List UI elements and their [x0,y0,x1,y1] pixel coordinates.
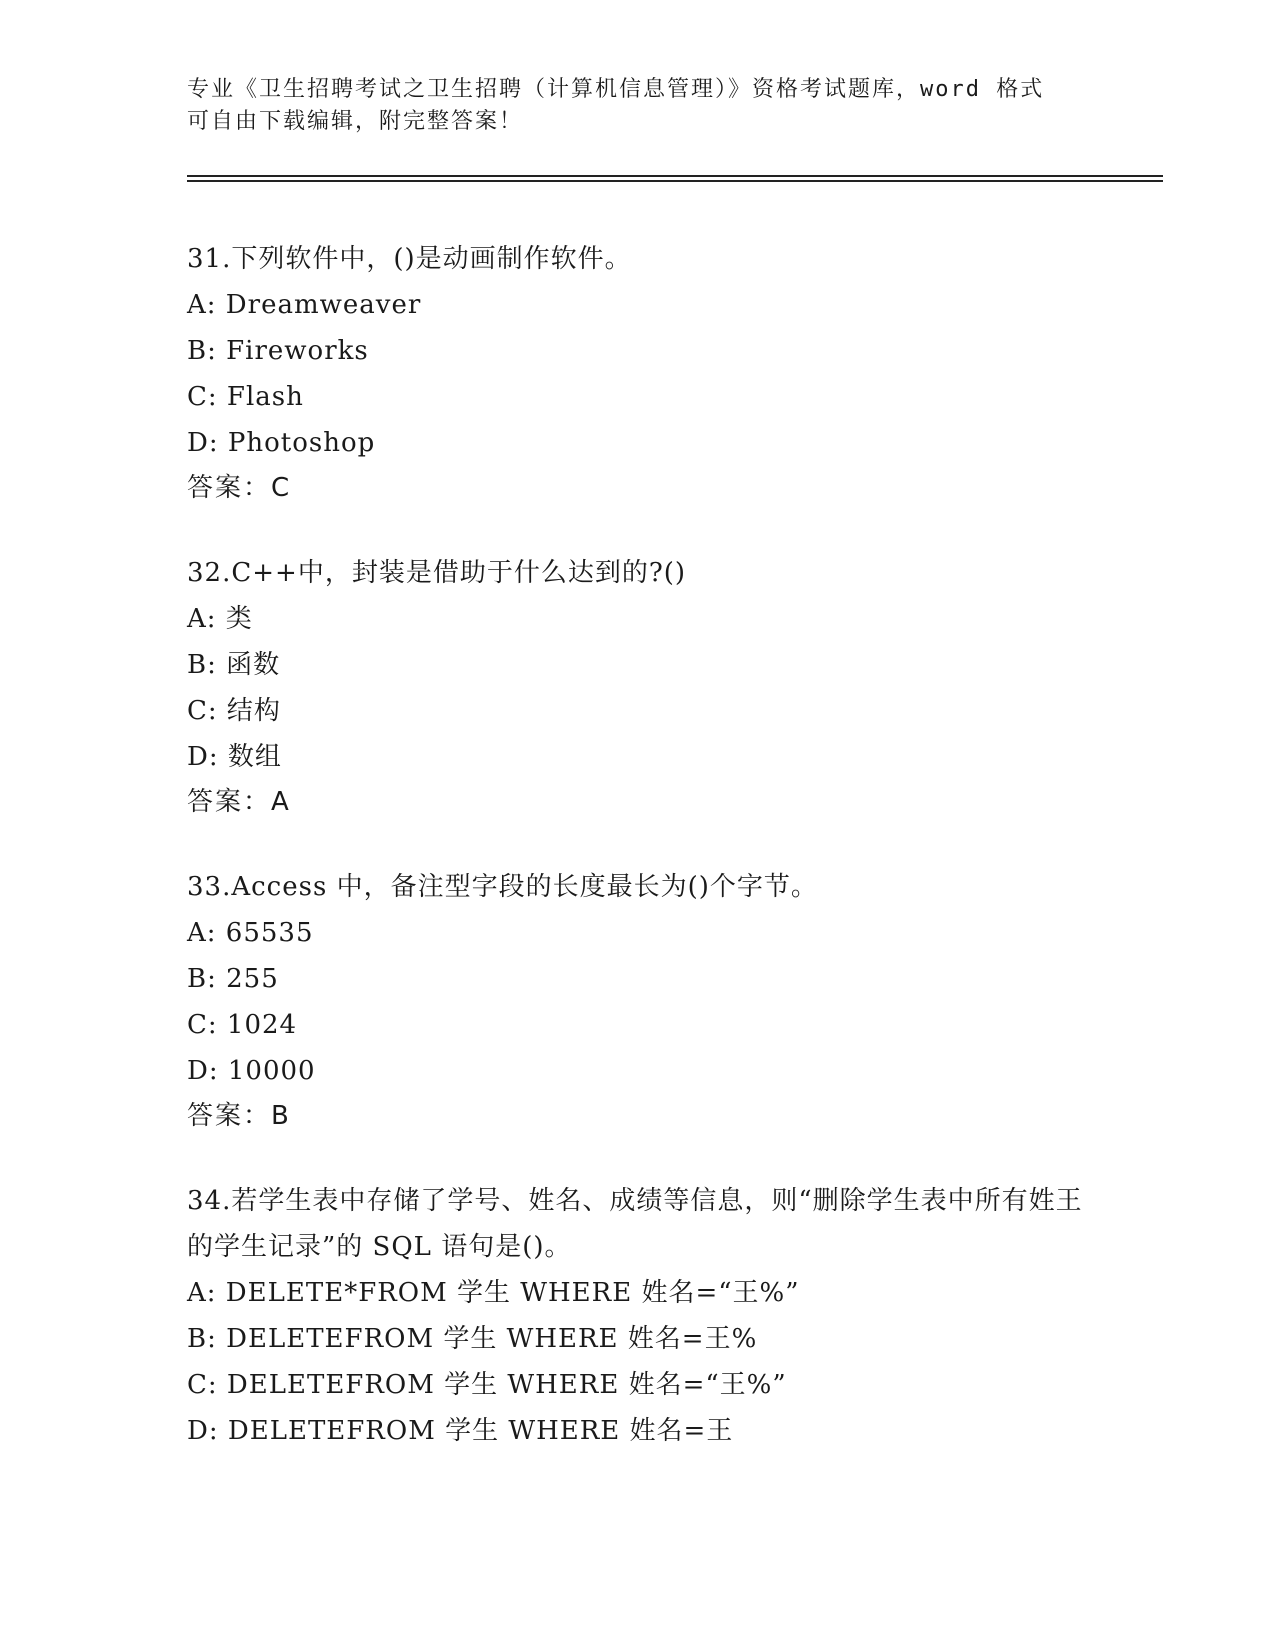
answer-label: 答案：C [187,473,292,503]
option-d: D: 数组 [187,742,282,772]
question-32 [187,550,1087,824]
question-text: 32.C++中，封装是借助于什么达到的?() [187,558,687,588]
option-d: D: Photoshop [187,428,376,458]
question-33 [187,864,1087,1138]
option-c: C: 结构 [187,696,281,726]
option-d: D: DELETEFROM 学生 WHERE 姓名=王 [187,1416,734,1446]
option-c: C: Flash [187,382,304,412]
option-a: A: 65535 [187,918,314,948]
header-line-2: 可自由下载编辑，附完整答案！ [187,109,524,134]
document-header [187,74,1087,138]
option-b: B: 函数 [187,650,281,680]
option-d: D: 10000 [187,1056,316,1086]
option-c: C: 1024 [187,1010,298,1040]
option-b: B: DELETEFROM 学生 WHERE 姓名=王% [187,1324,758,1354]
option-b: B: 255 [187,964,279,994]
option-a: A: 类 [187,604,253,634]
header-divider-top [187,175,1163,177]
option-b: B: Fireworks [187,336,369,366]
header-line-1: 专业《卫生招聘考试之卫生招聘（计算机信息管理）》资格考试题库，word 格式 [187,77,1045,102]
option-a: A: DELETE*FROM 学生 WHERE 姓名=“王%” [187,1278,800,1308]
answer-label: 答案：A [187,787,291,817]
question-text: 33.Access 中，备注型字段的长度最长为()个字节。 [187,872,818,902]
option-c: C: DELETEFROM 学生 WHERE 姓名=“王%” [187,1370,787,1400]
header-divider-bottom [187,180,1163,182]
question-text: 34.若学生表中存储了学号、姓名、成绩等信息，则“删除学生表中所有姓王的学生记录”的 SQL 语句是()。 [187,1186,1083,1262]
option-a: A: Dreamweaver [187,290,422,320]
question-text: 31.下列软件中，()是动画制作软件。 [187,244,632,274]
question-34 [187,1178,1087,1454]
question-31 [187,236,1087,510]
question-list [187,236,1087,1494]
answer-label: 答案：B [187,1101,291,1131]
